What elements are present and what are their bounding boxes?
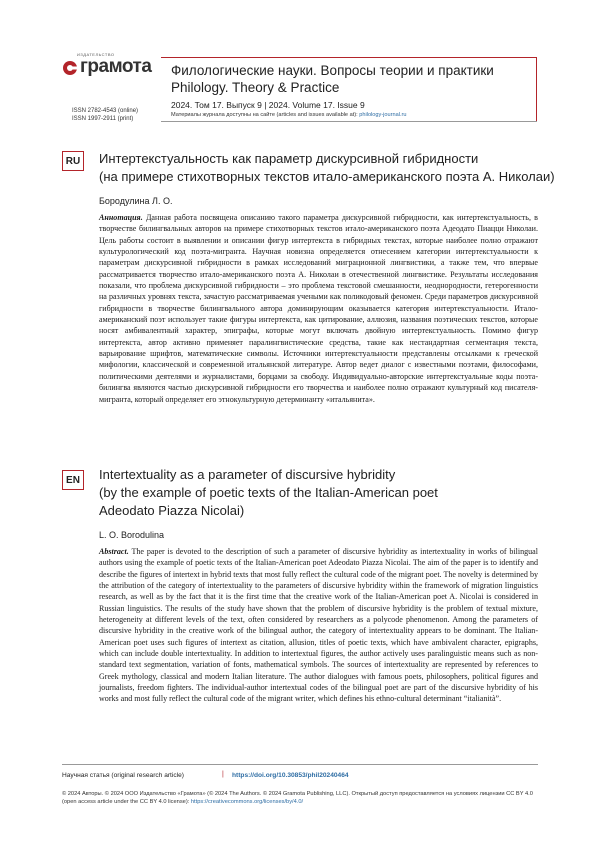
abstract-en — [99, 546, 538, 705]
abstract-text-en: The paper is devoted to the description of such a parameter of discursive hybridity as intertextuality in works of bilingual authors using the example of poetic texts of the Italian-American poet Adeodato Piazza Nicolai. The aim of the paper is to identify and describe the figures of intertext in hybrid texts that most fully reflect the cultural code of the migrant poet. The novelty is determined by the attribution of the category of intertextuality to the parameters of discursive hybridity within the framework of migration linguistics research, as well as by the fact that it is the first time that the creative work of the Italian-American poet A. Nicolai is considered in Russian linguistics. The results of the study have shown that the problem of discursive hybridity is the problem of textual mixture, heterogeneity at different levels of the text, often considered by researchers as a polycode phenomenon. Among the parameters of discursive hybridity in the creative work of the bilingual author, the category of intertextuality appears to be dominant. The Italian-American poet uses such figures of intertext as citation, allusion, titles of poetic texts, which have ambivalent character, epigraphs, which can include double intertextuality. In addition to intertextual figures, the author actively uses paralinguistic means such as non-standard text segmentation, variation of fonts, mathematical symbols. The sources of intertextuality are represented by references to Greek mythology, classical and modern Italian literature. The author dialogues with famous poets, philosophers, political figures and journalists, freedom fighters. The individual-author intertextual codes of the bilingual poet are part of the discursive hybridity of his works and most fully reflect the cultural code of the migrant writer, which defines his ethno-cultural determinant “italianità”. — [99, 547, 538, 704]
article-title-en-line1: Intertextuality as a parameter of discursive hybridity — [99, 467, 396, 482]
header-frame-right — [536, 57, 537, 121]
article-title-ru-line2: (на примере стихотворных текстов итало-американского поэта А. Николаи) — [99, 169, 555, 184]
article-title-ru-line1: Интертекстуальность как параметр дискурсивной гибридности — [99, 151, 479, 166]
doi-link[interactable]: https://doi.org/10.30853/phil20240464 — [232, 772, 349, 779]
header-divider — [161, 121, 537, 122]
author-en: L. O. Borodulina — [99, 530, 165, 540]
issn-block — [72, 107, 138, 123]
issn-online: ISSN 2782-4543 (online) — [72, 108, 139, 114]
article-type: Научная статья (original research article) — [62, 772, 184, 779]
copyright-notice — [62, 791, 538, 806]
author-ru: Бородулина Л. О. — [99, 196, 173, 206]
publisher-tagline: ИЗДАТЕЛЬСТВО — [77, 52, 115, 57]
journal-issue: 2024. Том 17. Выпуск 9 | 2024. Volume 17. Issue 9 — [171, 100, 365, 110]
abstract-label-ru: Аннотация. — [99, 213, 143, 222]
article-title-en-line3: Adeodato Piazza Nicolai) — [99, 503, 245, 518]
language-badge-ru: RU — [62, 151, 84, 171]
copyright-text: © 2024 Авторы. © 2024 ООО Издательство «Грамота» (© 2024 The Authors. © 2024 Gramota Publishing, LLC). Открытый доступ предоставляется на условиях лицензии CC BY 4.0 (open access article under the CC BY 4.0 license): — [62, 791, 533, 805]
journal-site-link[interactable]: philology-journal.ru — [359, 112, 407, 118]
header-frame-top — [161, 57, 537, 58]
article-title-en — [99, 466, 438, 520]
abstract-text-ru: Данная работа посвящена описанию такого параметра дискурсивной гибридности, как интертекстуальность, в творчестве билингвальных авторов на примере стихотворных текстов итало-американского поэта Адеодато Пиацци Николаи. Цель работы состоит в выявлении и описании фигур интертекста в гибридных текстах, которые наиболее полно отражают культурологический код поэта-мигранта. Научная новизна определяется отнесением категории интертекстуальности к параметрам дискурсивной гибридности в рамках исследований миграционной лингвистики, а также тем, что впервые рассматривается творчество итало-американского поэта А. Николаи в отечественной лингвистике. Результаты исследования показали, что проблема дискурсивной гибридности – это проблема текстовой смешанности, неоднородности, гетерогенности на различных уровнях текста, зачастую рассматриваемая учеными как поликодовый феномен. Среди параметров дискурсивной гибридности в творчестве билингвального автора доминирующим оказывается категория интертекстуальности. Итало-американский поэт использует такие фигуры интертекста, как цитирование, аллюзия, названия поэтических текстов, которые носят амбивалентный характер, эпиграфы, которые могут включать двойную интертекстуальность. Помимо фигур интертекста, автор активно применяет паралингвистические средства, такие как нестандартная сегментация текста, варьирование шрифтов, математические символы. Источники интертекстуальности представлены отсылками к греческой мифологии, классической и современной итальянской литературе. Автор ведет диалог с известными поэтами, философами, политическими деятелями и журналистами, борцами за свободу. Индивидуально-авторские интертекстуальные коды поэта-билингва являются частью дискурсивной гибридности его творчества и наиболее полно отражают культурный код писателя-мигранта, который определяет его этнокультурную детерминанту «итальянита». — [99, 213, 538, 404]
gramota-logo-icon — [62, 60, 78, 76]
footer-separator: | — [222, 771, 224, 778]
journal-title-en: Philology. Theory & Practice — [171, 80, 340, 95]
article-title-en-line2: (by the example of poetic texts of the Italian-American poet — [99, 485, 438, 500]
article-title-ru — [99, 150, 555, 186]
journal-title-ru: Филологические науки. Вопросы теории и практики — [171, 63, 494, 78]
abstract-label-en: Abstract. — [99, 547, 129, 556]
abstract-ru — [99, 212, 538, 405]
issn-print: ISSN 1997-2911 (print) — [72, 116, 134, 122]
journal-title — [171, 62, 494, 96]
license-link[interactable]: https://creativecommons.org/licenses/by/4.0/ — [190, 798, 304, 805]
journal-site-note — [171, 112, 407, 118]
publisher-logo-text: грамота — [80, 56, 152, 77]
materials-note: Материалы журнала доступны на сайте (articles and issues available at): — [171, 112, 358, 118]
language-badge-en: EN — [62, 470, 84, 490]
footer-divider — [62, 764, 538, 765]
